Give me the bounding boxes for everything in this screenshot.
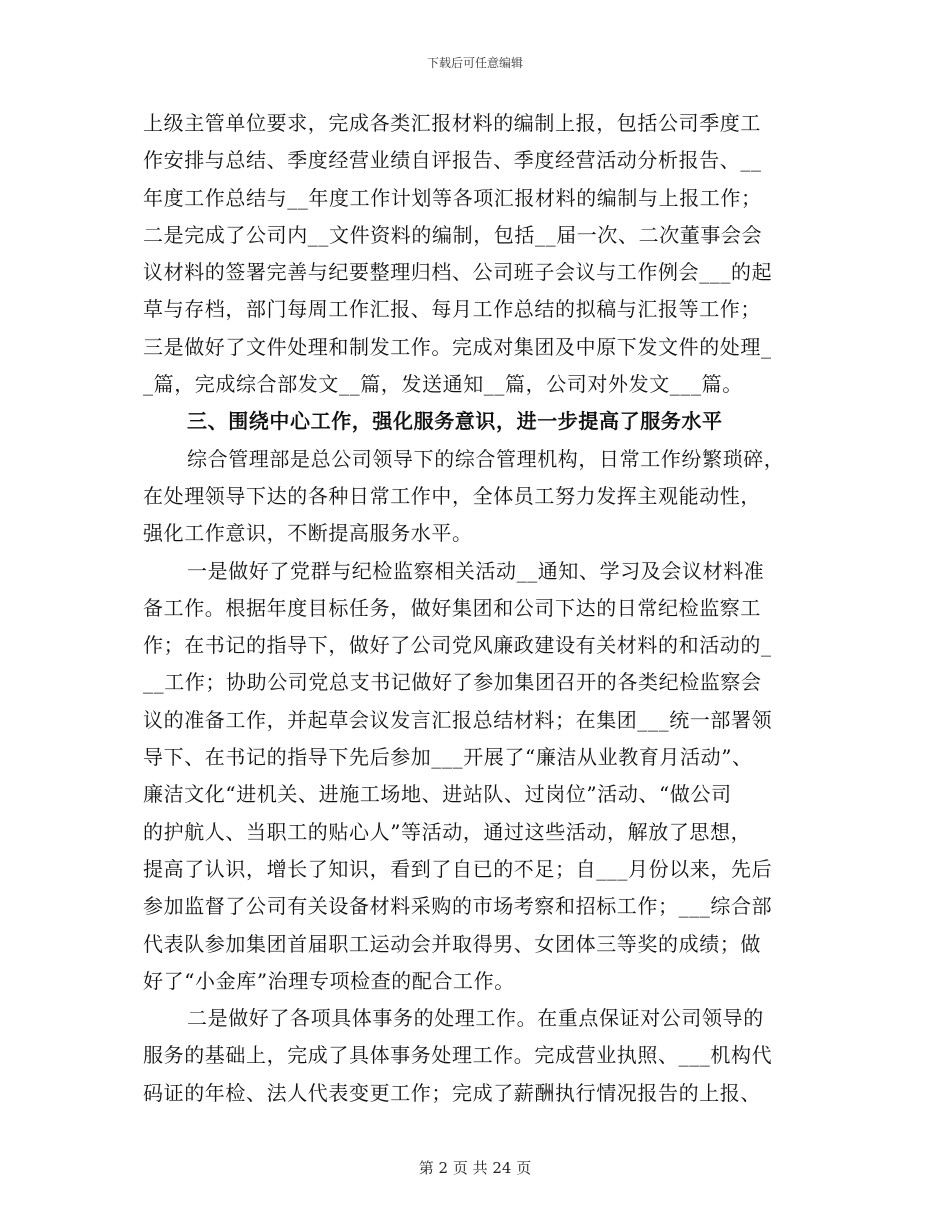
text-line: 代表队参加集团首届职工运动会并取得男、女团体三等奖的成绩；做 [143, 931, 761, 956]
text-line: 码证的年检、法人代表变更工作；完成了薪酬执行情况报告的上报、 [143, 1080, 761, 1105]
text-line: 作安排与总结、季度经营业绩自评报告、季度经营活动分析报告、__ [143, 148, 762, 173]
text-line: 强化工作意识，不断提高服务水平。 [143, 521, 473, 546]
paragraph-first-line: 综合管理部是总公司领导下的综合管理机构，日常工作纷繁琐碎， [187, 446, 785, 471]
paragraph-first-line: 二是做好了各项具体事务的处理工作。在重点保证对公司领导的 [187, 1006, 764, 1031]
page-number: 第 2 页 共 24 页 [418, 1159, 532, 1177]
text-line: 提高了认识，增长了知识，看到了自已的不足；自___月份以来，先后 [143, 856, 773, 881]
text-line: 廉洁文化“进机关、进施工场地、进站队、过岗位”活动、“做公司 [143, 782, 732, 807]
text-line: __工作；协助公司党总支书记做好了参加集团召开的各类纪检监察会 [143, 670, 762, 695]
section-heading: 三、围绕中心工作，强化服务意识，进一步提高了服务水平 [187, 409, 723, 434]
text-line: 上级主管单位要求，完成各类汇报材料的编制上报，包括公司季度工 [143, 111, 761, 135]
text-line: _篇，完成综合部发文__篇，发送通知__篇，公司对外发文___篇。 [143, 372, 743, 397]
text-line: 的护航人、当职工的贴心人”等活动，通过这些活动，解放了思想， [143, 819, 752, 844]
text-line: 草与存档，部门每周工作汇报、每月工作总结的拟稿与汇报等工作； [143, 297, 761, 322]
text-line: 议材料的签署完善与纪要整理归档、公司班子会议与工作例会___的起 [143, 260, 773, 285]
text-line: 好了“小金库”治理专项检查的配合工作。 [143, 968, 515, 993]
text-line: 导下、在书记的指导下先后参加___开展了“廉洁从业教育月活动”、 [143, 745, 753, 770]
text-line: 在处理领导下达的各种日常工作中，全体员工努力发挥主观能动性， [143, 483, 761, 508]
text-line: 议的准备工作，并起草会议发言汇报总结材料；在集团___统一部署领 [143, 707, 773, 732]
paragraph-first-line: 一是做好了党群与纪检监察相关活动__通知、学习及会议材料准 [187, 558, 765, 583]
document-body [143, 105, 808, 1112]
text-line: 服务的基础上，完成了具体事务处理工作。完成营业执照、___机构代 [143, 1043, 773, 1068]
text-line: 二是完成了公司内__文件资料的编制，包括__届一次、二次董事会会 [143, 222, 763, 247]
page-header-note: 下载后可任意编辑 [426, 56, 523, 70]
text-line: 三是做好了文件处理和制发工作。完成对集团及中原下发文件的处理_ [143, 334, 772, 359]
text-line: 作；在书记的指导下，做好了公司党风廉政建设有关材料的和活动的_ [143, 633, 772, 658]
text-line: 备工作。根据年度目标任务，做好集团和公司下达的日常纪检监察工 [143, 595, 761, 620]
text-line: 年度工作总结与__年度工作计划等各项汇报材料的编制与上报工作； [143, 185, 762, 210]
text-line: 参加监督了公司有关设备材料采购的市场考察和招标工作；___综合部 [143, 894, 773, 919]
